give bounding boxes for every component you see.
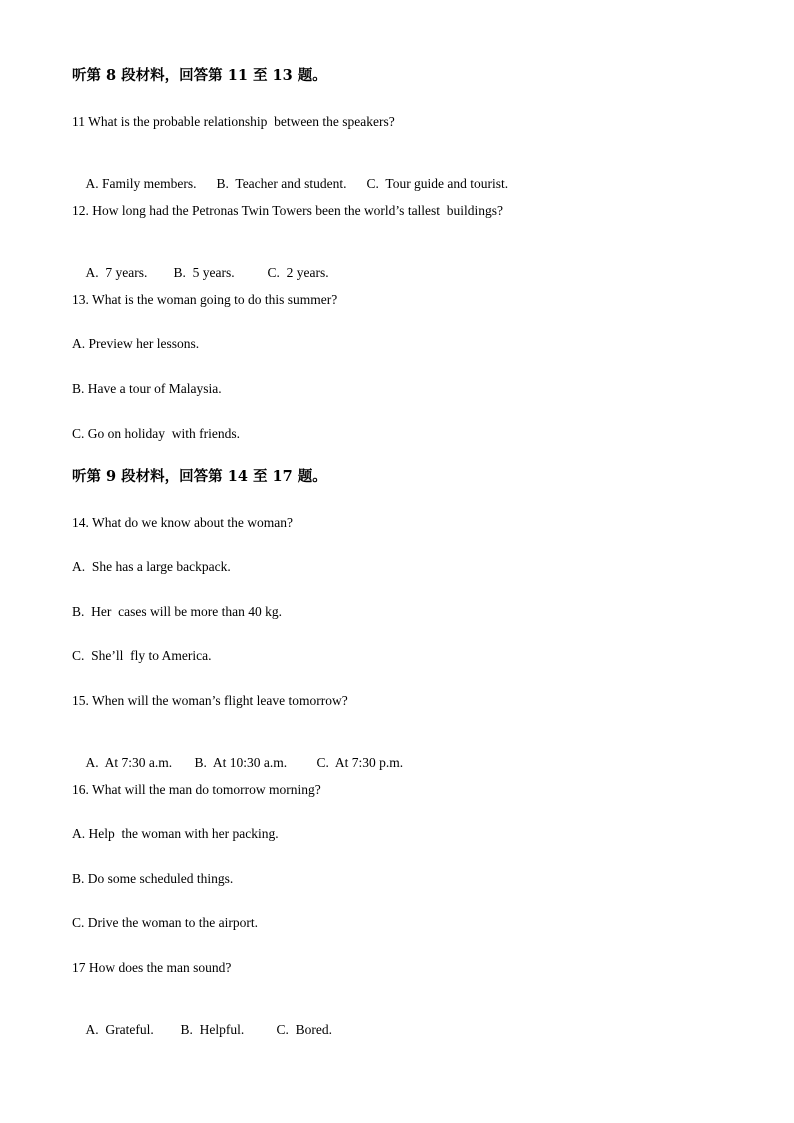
section-heading-9: 听第 9 段材料，回答第 14 至 17 题。 (72, 468, 327, 485)
option-11-b: B. Teacher and student. (216, 176, 347, 191)
question-16: 16. What will the man do tomorrow morning? (72, 782, 321, 797)
option-14-a: A. She has a large backpack. (72, 559, 231, 574)
question-13: 13. What is the woman going to do this summer? (72, 292, 338, 307)
option-11-c: C. Tour guide and tourist. (366, 176, 509, 191)
options-17 (72, 1003, 332, 1057)
option-12-b: B. 5 years. (173, 265, 235, 280)
question-11: 11 What is the probable relationship between the speakers? (72, 114, 395, 129)
option-15-a: A. At 7:30 a.m. (85, 755, 173, 770)
option-16-b: B. Do some scheduled things. (72, 871, 234, 886)
option-12-c: C. 2 years. (267, 265, 329, 280)
option-17-a: A. Grateful. (85, 1022, 154, 1037)
question-12: 12. How long had the Petronas Twin Towers been the world’s tallest buildings? (72, 203, 504, 218)
option-14-b: B. Her cases will be more than 40 kg. (72, 604, 282, 619)
option-13-c: C. Go on holiday with friends. (72, 426, 240, 441)
option-13-b: B. Have a tour of Malaysia. (72, 381, 222, 396)
option-16-c: C. Drive the woman to the airport. (72, 915, 258, 930)
option-13-a: A. Preview her lessons. (72, 336, 200, 351)
option-17-b: B. Helpful. (180, 1022, 245, 1037)
question-15: 15. When will the woman’s flight leave tomorrow? (72, 693, 348, 708)
option-11-a: A. Family members. (85, 176, 197, 191)
question-14: 14. What do we know about the woman? (72, 515, 293, 530)
option-15-c: C. At 7:30 p.m. (316, 755, 404, 770)
option-17-c: C. Bored. (276, 1022, 332, 1037)
option-12-a: A. 7 years. (85, 265, 148, 280)
option-15-b: B. At 10:30 a.m. (194, 755, 288, 770)
question-17: 17 How does the man sound? (72, 960, 232, 975)
section-heading-8: 听第 8 段材料，回答第 11 至 13 题。 (72, 67, 327, 84)
option-14-c: C. She’ll fly to America. (72, 648, 212, 663)
option-16-a: A. Help the woman with her packing. (72, 826, 279, 841)
